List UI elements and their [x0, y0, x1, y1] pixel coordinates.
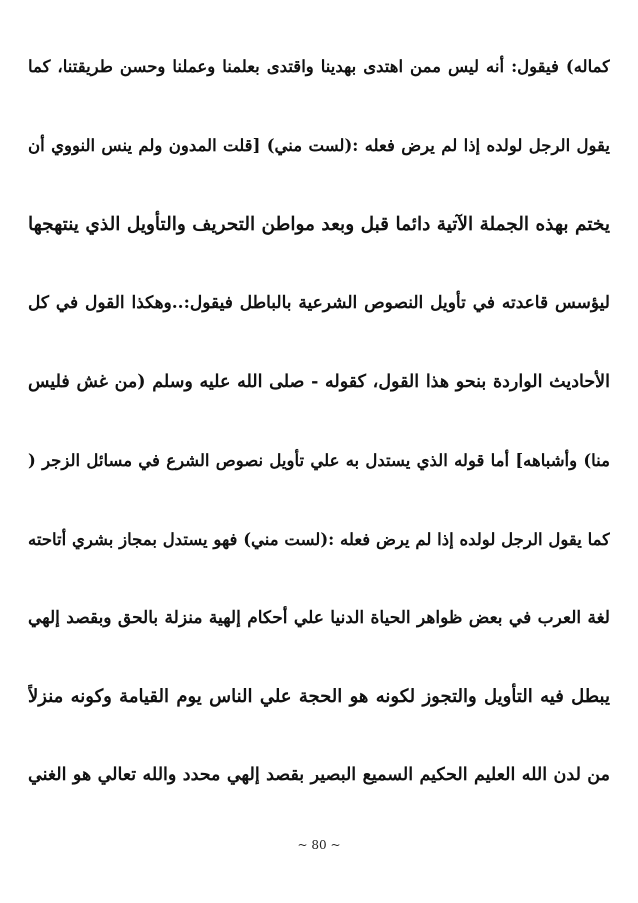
- text-line-10: من لدن الله العليم الحكيم السميع البصير بقصد إلهي محدد والله تعالي هو الغني: [28, 765, 610, 786]
- text-line-1: كماله) فيقول: أنه ليس ممن اهتدى بهدينا واقتدى بعلمنا وعملنا وحسن طريقتنا، كما: [28, 57, 610, 77]
- text-line-2: يقول الرجل لولده إذا لم يرض فعله :(لست مني) [قلت المدون ولم ينس النووي أن: [28, 136, 610, 156]
- text-line-5: الأحاديث الواردة بنحو هذا القول، كقوله - صلى الله عليه وسلم (من غش فليس: [28, 371, 610, 392]
- page-number: ~ 80 ~: [297, 838, 341, 852]
- text-line-3: يختم بهذه الجملة الآتية دائما قبل وبعد مواطن التحريف والتأويل الذي ينتهجها: [28, 213, 610, 235]
- text-line-6: منا) وأشباهه] أما قوله الذي يستدل به علي تأويل نصوص الشرع في مسائل الزجر (: [28, 450, 610, 470]
- body-text: [28, 28, 610, 815]
- text-line-8: لغة العرب في بعض ظواهر الحياة الدنيا علي أحكام إلهية منزلة بالحق وبقصد إلهي: [28, 607, 610, 628]
- text-line-7: كما يقول الرجل لولده إذا لم يرض فعله :(لست مني) فهو يستدل بمجاز بشري أتاحته: [28, 529, 610, 549]
- text-line-9: يبطل فيه التأويل والتجوز لكونه هو الحجة علي الناس يوم القيامة وكونه منزلاً: [28, 686, 610, 708]
- text-line-4: ليؤسس قاعدته في تأويل النصوص الشرعية بالباطل فيقول:..وهكذا القول في كل: [28, 293, 610, 314]
